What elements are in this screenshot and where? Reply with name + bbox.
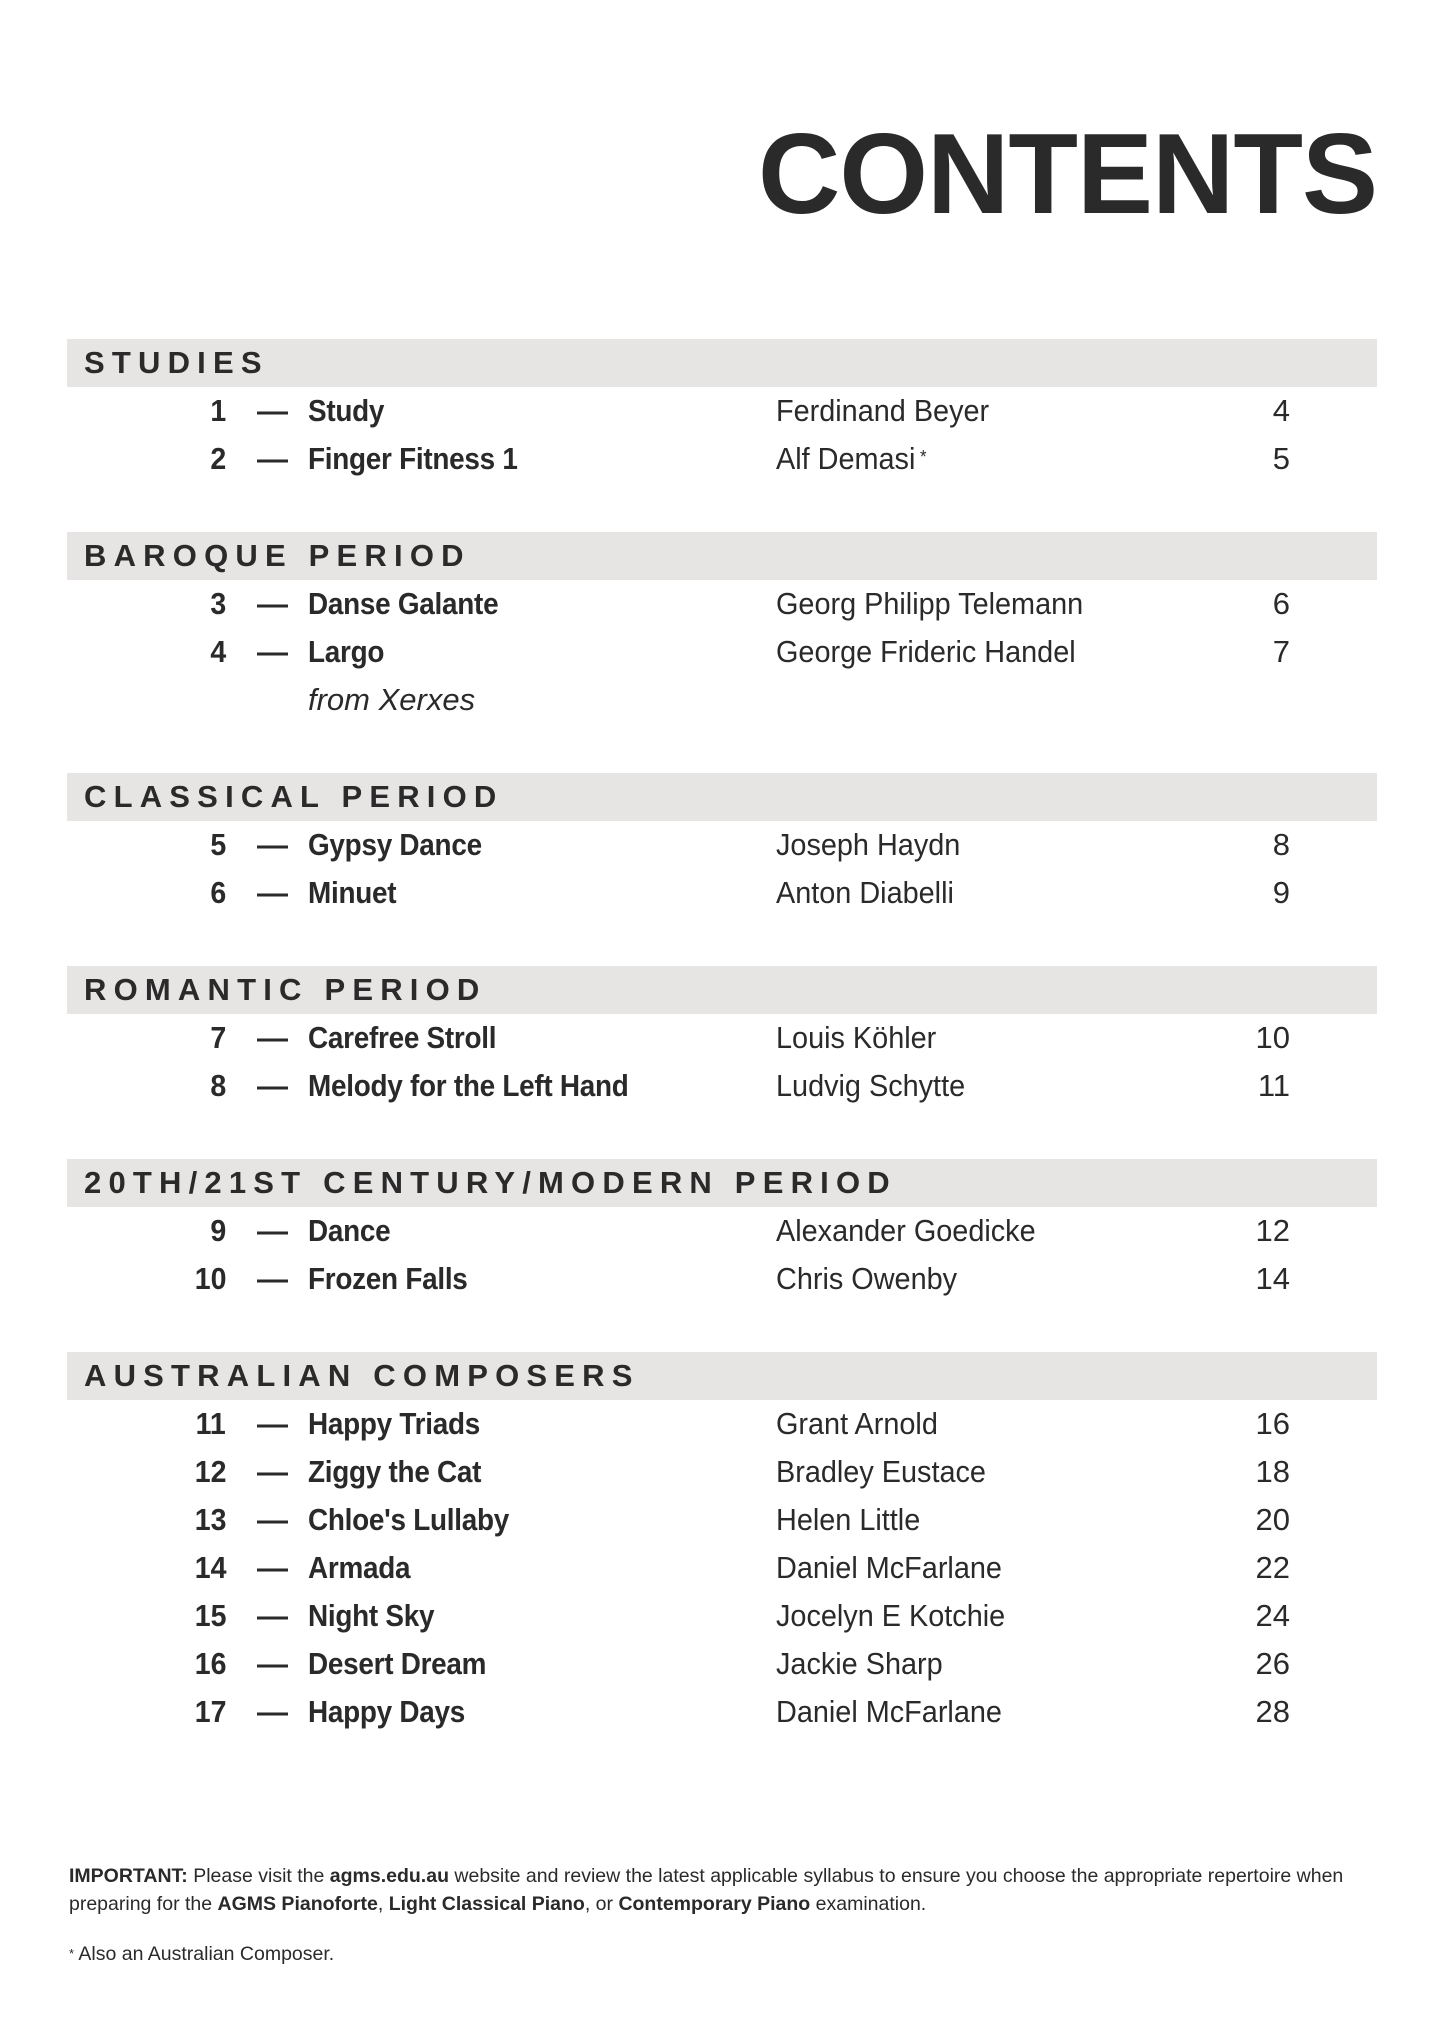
piece-title: Armada: [308, 1550, 411, 1585]
section-header: [67, 1159, 1377, 1207]
composer-name: [776, 580, 1083, 628]
em-dash: —: [257, 875, 288, 910]
exam-name: AGMS Pianoforte: [217, 1893, 378, 1915]
composer-text: Ludvig Schytte: [776, 1068, 966, 1103]
toc-entry[interactable]: [0, 628, 1445, 717]
piece-title: Study: [308, 393, 385, 428]
toc-entry[interactable]: [0, 387, 1445, 435]
em-dash: —: [257, 393, 288, 428]
section-heading: 20TH/21ST CENTURY/MODERN PERIOD: [84, 1165, 897, 1200]
piece-number: 11: [195, 1406, 226, 1441]
composer-text: Alf Demasi: [776, 441, 916, 476]
footnote-text: Also an Australian Composer.: [74, 1943, 335, 1965]
piece-number: 8: [210, 1068, 226, 1103]
notice-text: examination.: [810, 1893, 927, 1915]
notice-text: ,: [377, 1893, 389, 1915]
piece-title: Finger Fitness 1: [308, 441, 518, 476]
composer-name: [776, 1496, 920, 1544]
section-heading: ROMANTIC PERIOD: [84, 972, 487, 1007]
composer-text: Anton Diabelli: [776, 875, 954, 910]
page-number: 14: [1255, 1261, 1290, 1296]
toc-entry[interactable]: [0, 869, 1445, 917]
piece-title: Danse Galante: [308, 586, 499, 621]
piece-number: 3: [210, 586, 226, 621]
piece-title: Carefree Stroll: [308, 1020, 497, 1055]
notice-text: Please visit the: [187, 1865, 330, 1887]
notice-text: website and review the latest applicable syllabus to ensure you choose the appropriate repertoire when preparing for the: [69, 1865, 1344, 1915]
toc-entry[interactable]: [0, 435, 1445, 483]
toc-entry[interactable]: [0, 1255, 1445, 1303]
section-heading: AUSTRALIAN COMPOSERS: [84, 1358, 640, 1393]
em-dash: —: [257, 1068, 288, 1103]
em-dash: —: [257, 1694, 288, 1729]
page-number: 24: [1255, 1598, 1290, 1633]
composer-name: [776, 1255, 957, 1303]
piece-title: Night Sky: [308, 1598, 435, 1633]
piece-number: 16: [194, 1646, 226, 1681]
em-dash: —: [257, 586, 288, 621]
piece-number: 1: [210, 393, 226, 428]
composer-name: [776, 1640, 943, 1688]
important-notice: [69, 1862, 1389, 1918]
piece-number: 15: [194, 1598, 226, 1633]
page-number: 18: [1255, 1454, 1290, 1489]
page-number: 8: [1272, 827, 1290, 862]
composer-name: [776, 1062, 965, 1110]
composer-name: [776, 821, 960, 869]
piece-title: Desert Dream: [308, 1646, 487, 1681]
composer-text: Georg Philipp Telemann: [776, 586, 1084, 621]
composer-text: Grant Arnold: [776, 1406, 938, 1441]
piece-title: Dance: [308, 1213, 391, 1248]
section-header: [67, 1352, 1377, 1400]
composer-name: [776, 1592, 1005, 1640]
piece-number: 5: [210, 827, 226, 862]
em-dash: —: [257, 441, 288, 476]
page-number: 26: [1255, 1646, 1290, 1681]
piece-number: 2: [210, 441, 226, 476]
page-number: 28: [1255, 1694, 1290, 1729]
piece-title: Happy Triads: [308, 1406, 480, 1441]
piece-title: Happy Days: [308, 1694, 466, 1729]
piece-title: Minuet: [308, 875, 397, 910]
section-header: [67, 532, 1377, 580]
page-number: 12: [1255, 1213, 1290, 1248]
composer-name: [776, 1400, 938, 1448]
piece-number: 12: [194, 1454, 226, 1489]
composer-text: Helen Little: [776, 1502, 921, 1537]
em-dash: —: [257, 827, 288, 862]
page-number: 5: [1272, 441, 1290, 476]
piece-title: Ziggy the Cat: [308, 1454, 482, 1489]
toc-entry[interactable]: [0, 1448, 1445, 1496]
toc-entry[interactable]: [0, 1592, 1445, 1640]
em-dash: —: [257, 1406, 288, 1441]
em-dash: —: [257, 1502, 288, 1537]
toc-entry[interactable]: [0, 1207, 1445, 1255]
piece-subtitle: from Xerxes: [308, 682, 476, 717]
page-number: 4: [1272, 393, 1290, 428]
em-dash: —: [257, 1598, 288, 1633]
toc-entry[interactable]: [0, 1014, 1445, 1062]
piece-title: Chloe's Lullaby: [308, 1502, 510, 1537]
toc-entry[interactable]: [0, 1688, 1445, 1736]
toc-entry[interactable]: [0, 1544, 1445, 1592]
piece-number: 6: [210, 875, 226, 910]
em-dash: —: [257, 634, 288, 669]
piece-title: Gypsy Dance: [308, 827, 482, 862]
em-dash: —: [257, 1213, 288, 1248]
page-number: 16: [1255, 1406, 1290, 1441]
piece-number: 14: [194, 1550, 226, 1585]
composer-text: George Frideric Handel: [776, 634, 1076, 669]
toc-entry[interactable]: [0, 580, 1445, 628]
composer-text: Jocelyn E Kotchie: [776, 1598, 1006, 1633]
toc-entry[interactable]: [0, 1400, 1445, 1448]
em-dash: —: [257, 1454, 288, 1489]
composer-name: [776, 387, 989, 435]
composer-name: [776, 628, 1076, 676]
composer-text: Daniel McFarlane: [776, 1694, 1002, 1729]
piece-number: 9: [210, 1213, 226, 1248]
piece-number: 13: [194, 1502, 226, 1537]
piece-title: Largo: [308, 634, 385, 669]
section-header: [67, 966, 1377, 1014]
page-number: 22: [1255, 1550, 1290, 1585]
piece-number: 17: [194, 1694, 226, 1729]
section-heading: CLASSICAL PERIOD: [84, 779, 504, 814]
composer-name: [776, 1688, 1002, 1736]
composer-name: [776, 869, 954, 917]
composer-text: Ferdinand Beyer: [776, 393, 990, 428]
page-number: 10: [1255, 1020, 1290, 1055]
composer-text: Louis Köhler: [776, 1020, 937, 1055]
page-number: 11: [1257, 1068, 1290, 1103]
page-number: 9: [1272, 875, 1290, 910]
composer-text: Bradley Eustace: [776, 1454, 986, 1489]
composer-name: [776, 1014, 936, 1062]
composer-text: Jackie Sharp: [776, 1646, 943, 1681]
em-dash: —: [257, 1646, 288, 1681]
em-dash: —: [257, 1550, 288, 1585]
asterisk-mark: *: [920, 447, 927, 467]
em-dash: —: [257, 1261, 288, 1296]
section-heading: BAROQUE PERIOD: [84, 538, 471, 573]
footnote: [69, 1940, 334, 1968]
piece-number: 10: [194, 1261, 226, 1296]
page-number: 6: [1272, 586, 1290, 621]
composer-name: [776, 435, 927, 483]
important-label: IMPORTANT:: [69, 1865, 188, 1887]
piece-title: Frozen Falls: [308, 1261, 468, 1296]
notice-text: , or: [584, 1893, 619, 1915]
exam-name: Light Classical Piano: [388, 1893, 585, 1915]
toc-entry[interactable]: [0, 1640, 1445, 1688]
composer-text: Alexander Goedicke: [776, 1213, 1036, 1248]
composer-name: [776, 1544, 1002, 1592]
composer-name: [776, 1448, 986, 1496]
piece-number: 7: [210, 1020, 226, 1055]
toc-entry[interactable]: [0, 821, 1445, 869]
exam-name: Contemporary Piano: [618, 1893, 811, 1915]
section-heading: STUDIES: [84, 345, 269, 380]
piece-title: Melody for the Left Hand: [308, 1068, 629, 1103]
page-title: CONTENTS: [758, 111, 1377, 238]
composer-text: Daniel McFarlane: [776, 1550, 1002, 1585]
piece-number: 4: [210, 634, 226, 669]
composer-text: Chris Owenby: [776, 1261, 958, 1296]
em-dash: —: [257, 1020, 288, 1055]
composer-name: [776, 1207, 1036, 1255]
composer-text: Joseph Haydn: [776, 827, 961, 862]
page-number: 7: [1272, 634, 1290, 669]
section-header: [67, 773, 1377, 821]
page-number: 20: [1255, 1502, 1290, 1537]
toc-entry[interactable]: [0, 1062, 1445, 1110]
toc-entry[interactable]: [0, 1496, 1445, 1544]
section-header: [67, 339, 1377, 387]
website-link[interactable]: agms.edu.au: [329, 1865, 449, 1887]
asterisk-mark: *: [69, 1946, 75, 1961]
